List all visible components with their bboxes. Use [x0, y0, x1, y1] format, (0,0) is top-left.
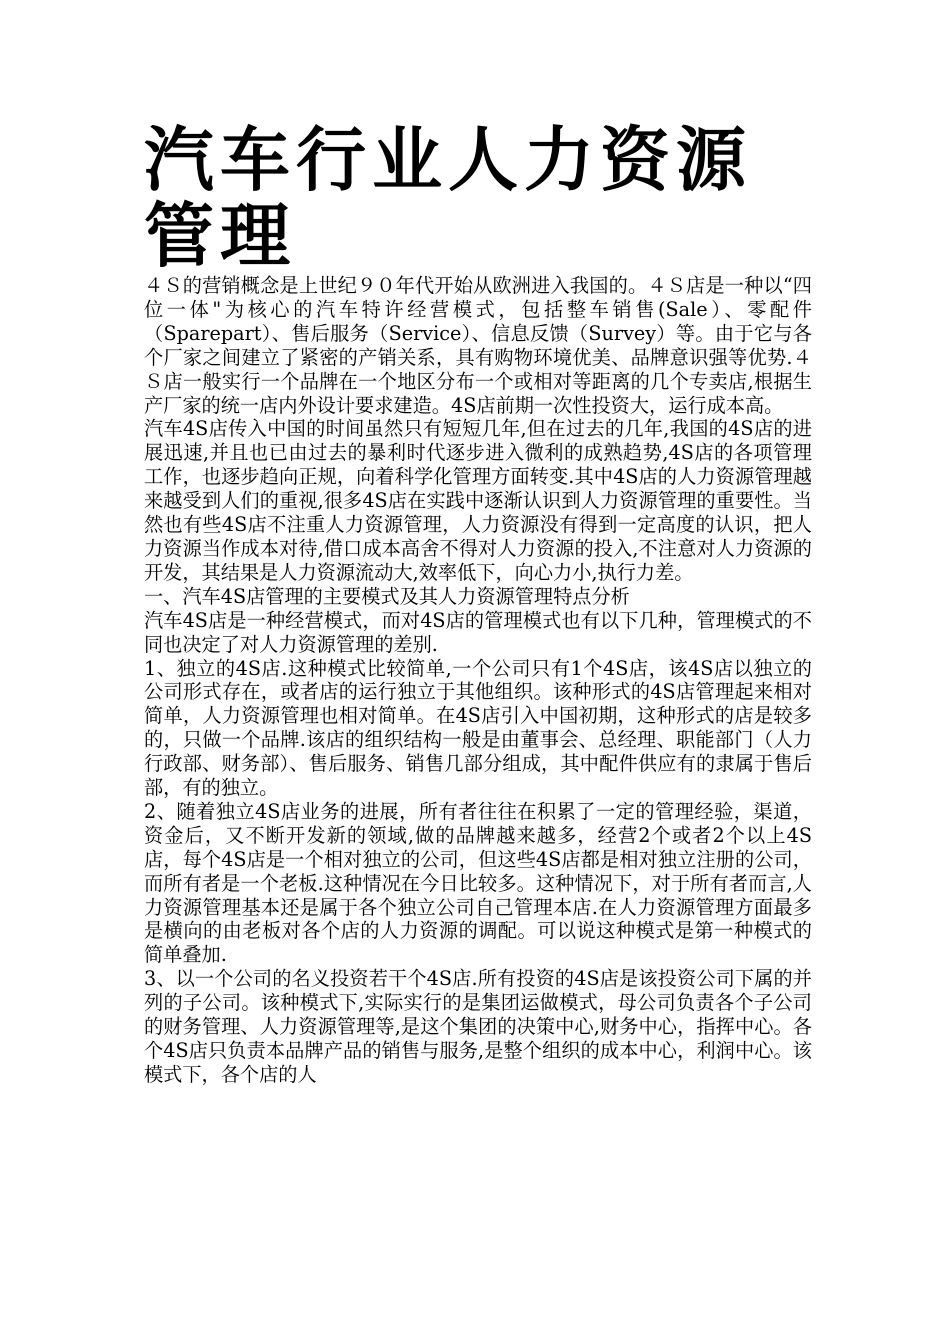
paragraph-mode-3: 3、以一个公司的名义投资若干个4S店.所有投资的4S店是该投资公司下属的并列的子公司。该种模式下,实际实行的是集团运做模式，母公司负责各个子公司的财务管理、人力资源管理等,是这个集团的决策中心,财务中心，指挥中心。各个4S店只负责本品牌产品的销售与服务,是整个组织的成本中心，利润中心。该模式下，各个店的人	[144, 967, 812, 1086]
paragraph-mode-1: 1、独立的4S店.这种模式比较简单,一个公司只有1个4S店，该4S店以独立的公司形式存在，或者店的运行独立于其他组织。该种形式的4S店管理起来相对简单，人力资源管理也相对简单。在4S店引入中国初期，这种形式的店是较多的，只做一个品牌.该店的组织结构一般是由董事会、总经理、职能部门（人力行政部、财务部）、售后服务、销售几部分组成，其中配件供应有的隶属于售后部，有的独立。	[144, 656, 812, 800]
paragraph-mode-2: 2、随着独立4S店业务的进展，所有者往往在积累了一定的管理经验，渠道，资金后，又不断开发新的领域,做的品牌越来越多，经营2个或者2个以上4S店，每个4S店是一个相对独立的公司，但这些4S店都是相对独立注册的公司，而所有者是一个老板.这种情况在今日比较多。这种情况下，对于所有者而言,人力资源管理基本还是属于各个独立公司自己管理本店.在人力资源管理方面最多是横向的由老板对各个店的人力资源的调配。可以说这种模式是第一种模式的简单叠加.	[144, 799, 812, 967]
document-content	[144, 118, 812, 1087]
document-title: 汽车行业人力资源管理	[144, 118, 752, 277]
document-body	[144, 274, 812, 1087]
paragraph-development: 汽车4S店传入中国的时间虽然只有短短几年,但在过去的几年,我国的4S店的进展迅速,并且也已由过去的暴利时代逐步进入微利的成熟趋势,4S店的各项管理工作，也逐步趋向正规，向着科学化管理方面转变.其中4S店的人力资源管理越来越受到人们的重视,很多4S店在实践中逐渐认识到人力资源管理的重要性。当然也有些4S店不注重人力资源管理，人力资源没有得到一定高度的认识，把人力资源当作成本对待,借口成本高舍不得对人力资源的投入,不注意对人力资源的开发，其结果是人力资源流动大,效率低下，向心力小,执行力差。	[144, 417, 812, 584]
section-heading: 一、汽车4S店管理的主要模式及其人力资源管理特点分析	[144, 584, 630, 608]
paragraph-modes-intro: 汽车4S店是一种经营模式，而对4S店的管理模式也有以下几种，管理模式的不同也决定了对人力资源管理的差别.	[144, 608, 812, 656]
paragraph-intro: ４Ｓ的营销概念是上世纪９０年代开始从欧洲进入我国的。４Ｓ店是一种以“四位一体"为核心的汽车特许经营模式，包括整车销售(Sale）、零配件（Sparepart）、售后服务（Service）、信息反馈（Survey）等。由于它与各个厂家之间建立了紧密的产销关系，具有购物环境优美、品牌意识强等优势.４Ｓ店一般实行一个品牌在一个地区分布一个或相对等距离的几个专卖店,根据生产厂家的统一店内外设计要求建造。4S店前期一次性投资大，运行成本高。	[144, 274, 812, 417]
